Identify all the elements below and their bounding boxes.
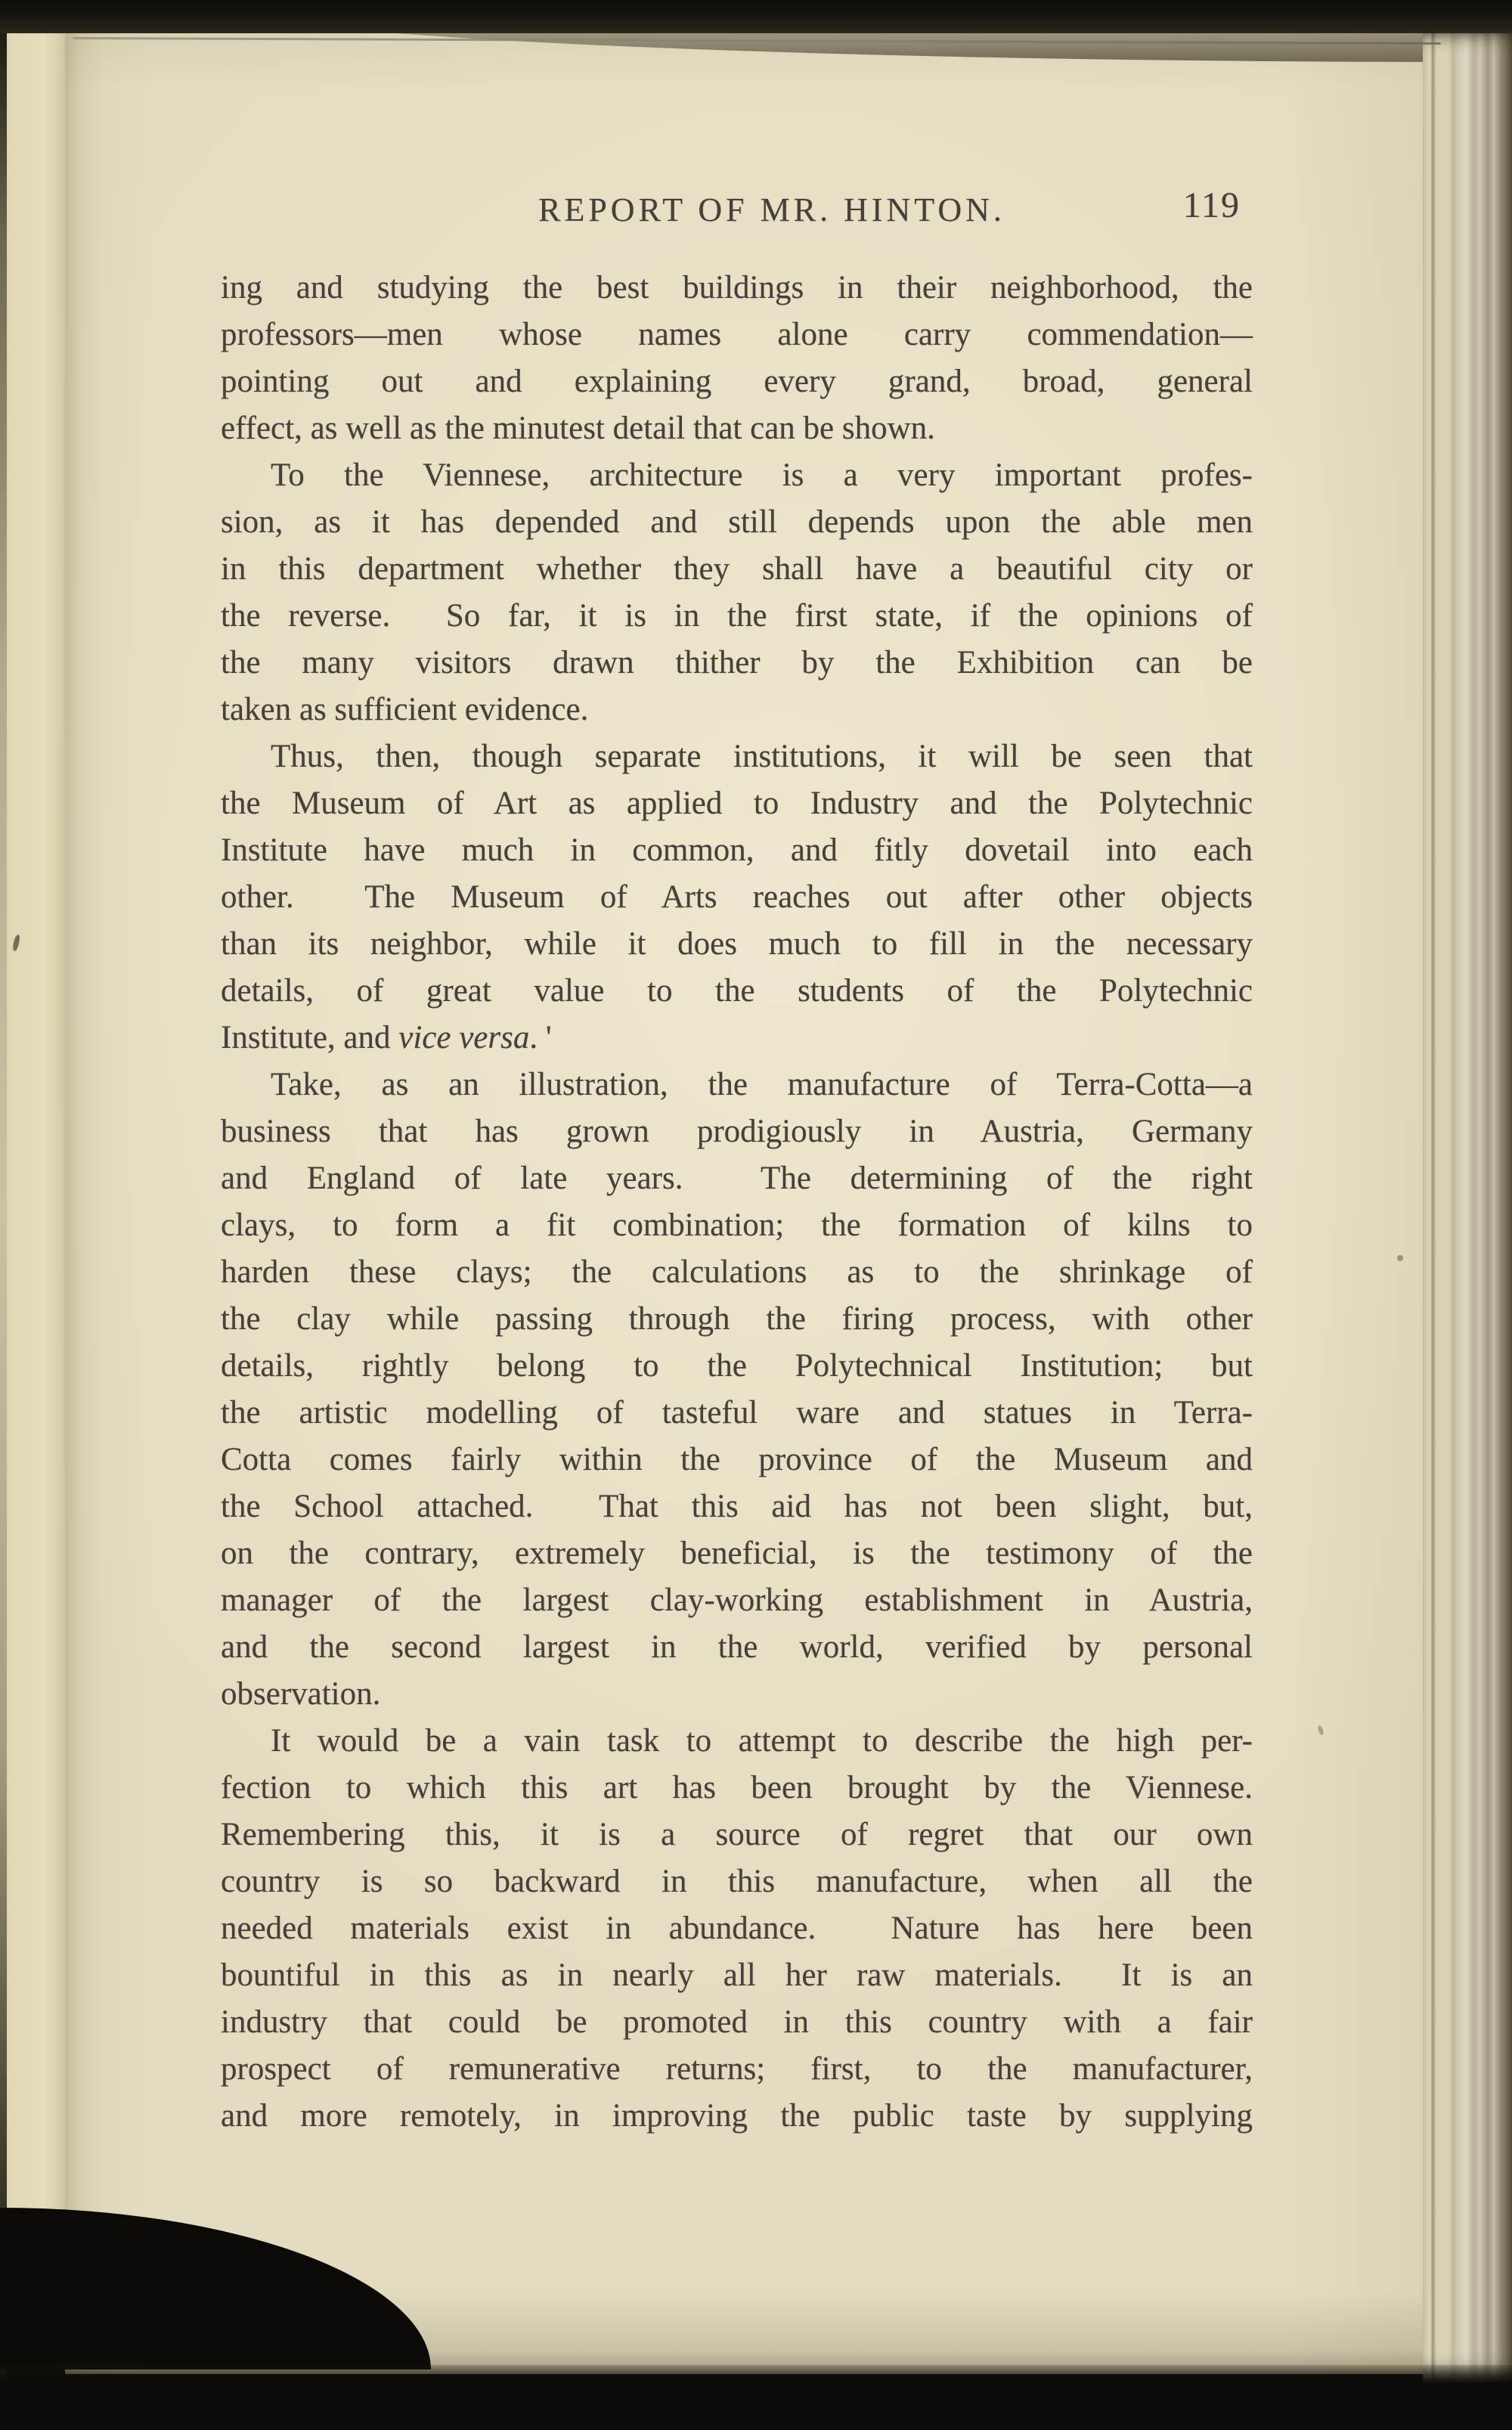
book-spine-edge [0,0,7,2430]
book-page [65,30,1439,2374]
text-line: than its neighbor, while it does much to fill in the necessary [221,926,1253,962]
text-line: Institute have much in common, and fitly dovetail into each [221,832,1253,868]
text-line: the artistic modelling of tasteful ware and statues in Terra- [221,1395,1253,1430]
text-line: country is so backward in this manufacture, when all the [221,1864,1253,1899]
text-line: details, rightly belong to the Polytechnical Institution; but [221,1348,1253,1384]
text-line: on the contrary, extremely beneficial, is the testimony of the [221,1536,1253,1571]
page-number: 119 [1182,185,1241,225]
ink-speck [1397,1255,1403,1261]
text-line: observation. [221,1676,381,1712]
text-line: the reverse. So far, it is in the first state, if the opinions of [221,598,1253,634]
text-line: harden these clays; the calculations as to the shrinkage of [221,1254,1253,1290]
book-bottom-edge [0,2365,1512,2430]
text-line: Institute, and vice versa. ' [221,1020,552,1055]
text-line: other. The Museum of Arts reaches out after other objects [221,879,1253,915]
text-line: manager of the largest clay-working establishment in Austria, [221,1582,1253,1618]
text-line: prospect of remunerative returns; first, to the manufacturer, [221,2051,1253,2087]
text-line: Thus, then, though separate institutions, it will be seen that [271,739,1253,774]
text-line: business that has grown prodigiously in Austria, Germany [221,1114,1253,1149]
text-line: pointing out and explaining every grand, broad, general [221,364,1253,399]
text-line: the School attached. That this aid has not been slight, but, [221,1489,1253,1524]
book-top-edge [0,0,1512,33]
text-line: details, of great value to the students of the Polytechnic [221,973,1253,1009]
text-line: and more remotely, in improving the public taste by supplying [221,2098,1253,2134]
text-line: and England of late years. The determining of the right [221,1161,1253,1196]
text-line: the many visitors drawn thither by the Exhibition can be [221,645,1253,680]
text-line: the clay while passing through the firing process, with other [221,1301,1253,1337]
text-line: Take, as an illustration, the manufacture of Terra-Cotta—a [271,1067,1253,1102]
text-line: and the second largest in the world, verified by personal [221,1629,1253,1665]
text-line: Remembering this, it is a source of regret that our own [221,1817,1253,1852]
text-line: Cotta comes fairly within the province of the Museum and [221,1442,1253,1477]
text-line: needed materials exist in abundance. Nature has here been [221,1911,1253,1946]
text-line: It would be a vain task to attempt to describe the high per- [271,1723,1253,1759]
text-line: effect, as well as the minutest detail that can be shown. [221,411,935,446]
text-line: sion, as it has depended and still depends upon the able men [221,504,1253,540]
facing-page-edge [0,20,71,2314]
page-text [221,265,1253,2140]
text-line: To the Viennese, architecture is a very important profes- [271,457,1253,493]
text-line: fection to which this art has been brought by the Viennese. [221,1770,1253,1805]
text-line: bountiful in this as in nearly all her raw materials. It is an [221,1957,1253,1993]
text-line: clays, to form a fit combination; the formation of kilns to [221,1207,1253,1243]
text-line: professors—men whose names alone carry commendation— [221,317,1253,352]
page-stack-right [1423,23,1512,2388]
text-line: taken as sufficient evidence. [221,692,589,727]
text-line: the Museum of Art as applied to Industry and the Polytechnic [221,786,1253,821]
running-header: REPORT OF MR. HINTON. [538,191,1005,228]
text-line: in this department whether they shall have a beautiful city or [221,551,1253,587]
text-line: ing and studying the best buildings in their neighborhood, the [221,270,1253,305]
text-line: industry that could be promoted in this country with a fair [221,2004,1253,2040]
